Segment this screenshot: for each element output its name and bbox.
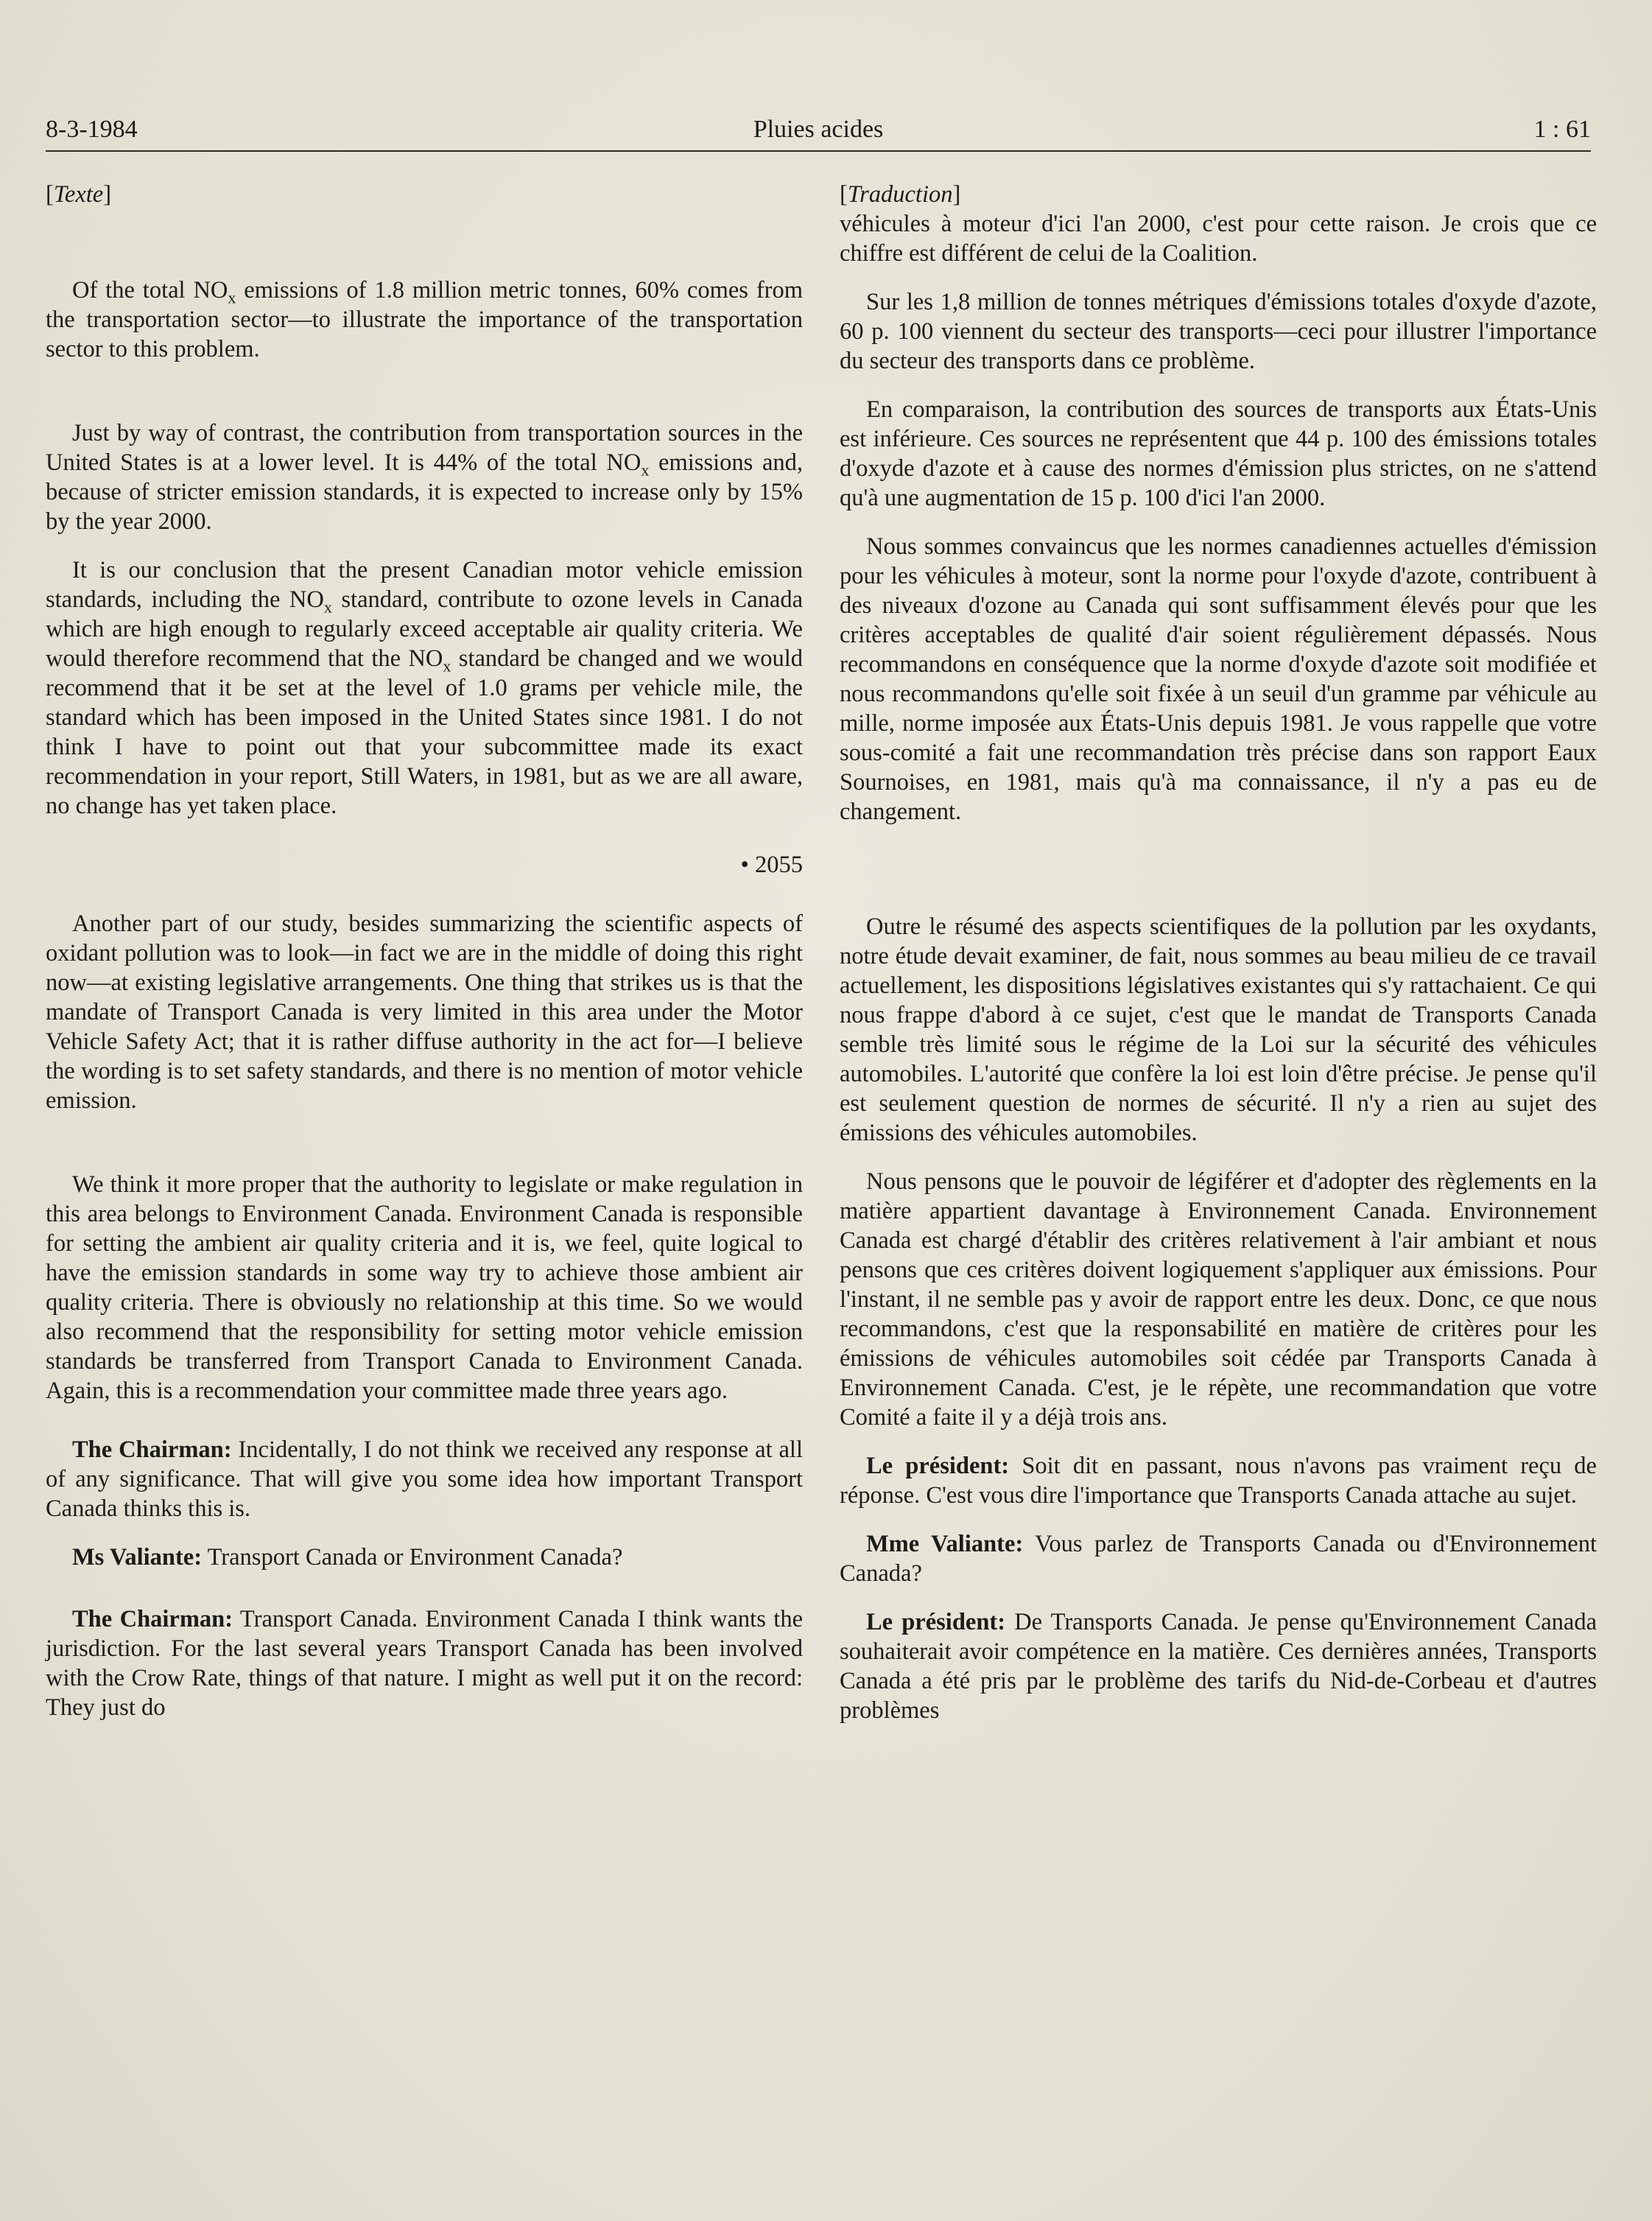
text-run: emissions and, because of stricter emission standards, it is expected to increase only by 15% by the year 2000. (46, 449, 803, 535)
speech-paragraph (46, 1543, 803, 1572)
subscript: x (641, 460, 650, 480)
spacer (46, 1425, 803, 1435)
text-run: Just by way of contrast, the contribution from transportation sources in the United States is at a lower level. It is 44% of the total NO (46, 420, 803, 476)
text-run: standard be changed and we would recommend that it be set at the level of 1.0 grams per vehicle mile, the standard which has been imposed in the United States since 1981. I do not think I have to point out that your subcommittee made its exact recommendation in your report, Still Waters, in 1981, but as we are all aware, no change has yet taken place. (46, 645, 804, 819)
page-number: 1 : 61 (1533, 116, 1591, 143)
paragraph: En comparaison, la contribution des sources de transports aux États-Unis est inférieure. Ces sources ne représentent que 44 p. 100 des émissions totales d'oxyde d'azote et à cause des normes d'émission plus strictes, on ne s'attend qu'à une augmentation de 15 p. 100 d'ici l'an 2000. (840, 396, 1597, 511)
speech-text: Transport Canada. Environment Canada I think wants the jurisdiction. For the last several years Transport Canada has been involved with the Crow Rate, things of that nature. I might as well put it on the record: They just do (46, 1606, 803, 1721)
speech-paragraph (840, 1529, 1597, 1588)
paragraph (46, 418, 803, 536)
header-rule (46, 150, 1591, 152)
speaker-name: Le président: (866, 1453, 1010, 1479)
left-column (46, 180, 803, 1741)
subscript: x (228, 288, 236, 307)
paragraph: Nous sommes convaincus que les normes canadiennes actuelles d'émission pour les véhicules à moteur, sont la norme pour l'oxyde d'azote, contribuent à des niveaux d'ozone au Canada qui sont suffisamment élevés pour que les critères acceptables de qualité d'air soient régulièrement dépassés. Nous recommandons en conséquence que la norme d'oxyde d'azote soit modifiée et nous recommandons qu'elle soit fixée à un seuil d'un gramme par véhicule au mille, norme imposée aux États-Unis depuis 1981. Je vous rappelle que votre sous-comité a fait une recommandation très précise dans son rapport Eaux Sournoises, en 1981, mais qu'à ma connaissance, il n'y a pas eu de changement. (840, 533, 1597, 825)
speech-text: Incidentally, I do not think we received any response at all of any significance. That will give you some idea how important Transport Canada thinks this is. (46, 1436, 803, 1522)
running-head (46, 110, 1591, 149)
paragraph (46, 555, 803, 821)
header-title: Pluies acides (753, 116, 884, 143)
paragraph (46, 276, 803, 364)
text-run: It is our conclusion that the present Canadian motor vehicle emission standards, including the NO (46, 557, 803, 613)
speech-text: Vous parlez de Transports Canada ou d'Environnement Canada? (840, 1531, 1597, 1587)
subscript: x (323, 597, 332, 617)
time-marker: • 2055 (740, 852, 803, 878)
speech-paragraph (840, 1607, 1597, 1725)
spacer (46, 880, 803, 909)
speaker-name: Ms Valiante: (72, 1544, 203, 1571)
paragraph: Sur les 1,8 million de tonnes métriques d'émissions totales d'oxyde d'azote, 60 p. 100 viennent du secteur des transports—ceci pour illustrer l'importance du secteur des transports dans ce problème. (840, 289, 1597, 374)
language-label-right: [Traduction] (840, 181, 961, 208)
right-column (840, 180, 1597, 1744)
paragraph: We think it more proper that the authority to legislate or make regulation in this area belongs to Environment Canada. Environment Canada is responsible for setting the ambient air quality criteria and it is, we feel, quite logical to have the emission standards in some way try to achieve those ambient air quality criteria. There is obviously no relationship at this time. So we would also recommend that the responsibility for setting motor vehicle emission standards be transferred from Transport Canada to Environment Canada. Again, this is a recommendation your committee made three years ago. (46, 1171, 803, 1404)
spacer (46, 209, 803, 276)
spacer (46, 1134, 803, 1170)
language-label-text: Traduction (847, 181, 953, 208)
speech-text: Soit dit en passant, nous n'avons pas vraiment reçu de réponse. C'est vous dire l'importance que Transports Canada attache au sujet. (840, 1453, 1597, 1509)
language-label-left: [Texte] (46, 181, 112, 208)
speech-paragraph (840, 1451, 1597, 1510)
spacer (46, 840, 803, 850)
spacer (46, 1591, 803, 1604)
spacer (840, 846, 1597, 912)
text-run: emissions of 1.8 million metric tonnes, 60% comes from the transportation sector—to illustrate the importance of the transportation sector to this problem. (46, 277, 803, 362)
speech-text: Transport Canada or Environment Canada? (202, 1544, 623, 1571)
speech-paragraph (46, 1435, 803, 1523)
spacer (46, 383, 803, 418)
speaker-name: The Chairman: (72, 1436, 232, 1463)
text-run: standard, contribute to ozone levels in Canada which are high enough to regularly exceed acceptable air quality criteria. We would therefore recommend that the NO (46, 586, 803, 672)
paragraph: véhicules à moteur d'ici l'an 2000, c'est pour cette raison. Je crois que ce chiffre est différent de celui de la Coalition. (840, 211, 1597, 267)
speaker-name: Mme Valiante: (866, 1531, 1024, 1557)
paragraph: Another part of our study, besides summarizing the scientific aspects of oxidant pollution was to look—in fact we are in the middle of doing this right now—at existing legislative arrangements. One thing that strikes us is that the mandate of Transport Canada is very limited in this area under the Motor Vehicle Safety Act; that it is rather diffuse authority in the act for—I believe the wording is to set safety standards, and there is no mention of motor vehicle emission. (46, 910, 803, 1114)
subscript: x (443, 656, 451, 676)
speech-paragraph (46, 1604, 803, 1722)
text-run: Of the total NO (72, 277, 228, 303)
speaker-name: Le président: (866, 1609, 1006, 1635)
language-label-text: Texte (53, 181, 104, 208)
paragraph: Nous pensons que le pouvoir de légiférer et d'adopter des règlements en la matière appartient davantage à Environnement Canada. Environnement Canada est chargé d'établir des critères relativement à l'air ambiant et nous pensons que ces critères doivent logiquement s'appliquer aux émissions. Pour l'instant, il ne semble pas y avoir de rapport entre les deux. Donc, ce que nous recommandons, c'est que la responsabilité en matière de critères pour les émissions de véhicules automobiles soit cédée par Transports Canada à Environnement Canada. C'est, je le répète, une recommandation que votre Comité a faite il y a déjà trois ans. (840, 1168, 1597, 1431)
speech-text: De Transports Canada. Je pense qu'Environnement Canada souhaiterait avoir compétence en la matière. Ces dernières années, Transports Canada a été pris par le problème des tarifs du Nid-de-Corbeau et d'autres problèmes (840, 1609, 1597, 1724)
speaker-name: The Chairman: (72, 1606, 233, 1632)
paragraph: Outre le résumé des aspects scientifiques de la pollution par les oxydants, notre étude devait examiner, de fait, nous sommes au beau milieu de ce travail actuellement, les dispositions législatives existantes qui s'y rattachaient. Ce qui nous frappe d'abord à ce sujet, c'est que le mandat de Transports Canada semble très limité sous le régime de la Loi sur la sécurité des véhicules automobiles. L'autorité que confère la loi est loin d'être précise. Je pense qu'il est seulement question de normes de sécurité. Il n'y a rien au sujet des émissions des véhicules automobiles. (840, 913, 1597, 1146)
header-date: 8-3-1984 (46, 116, 138, 143)
